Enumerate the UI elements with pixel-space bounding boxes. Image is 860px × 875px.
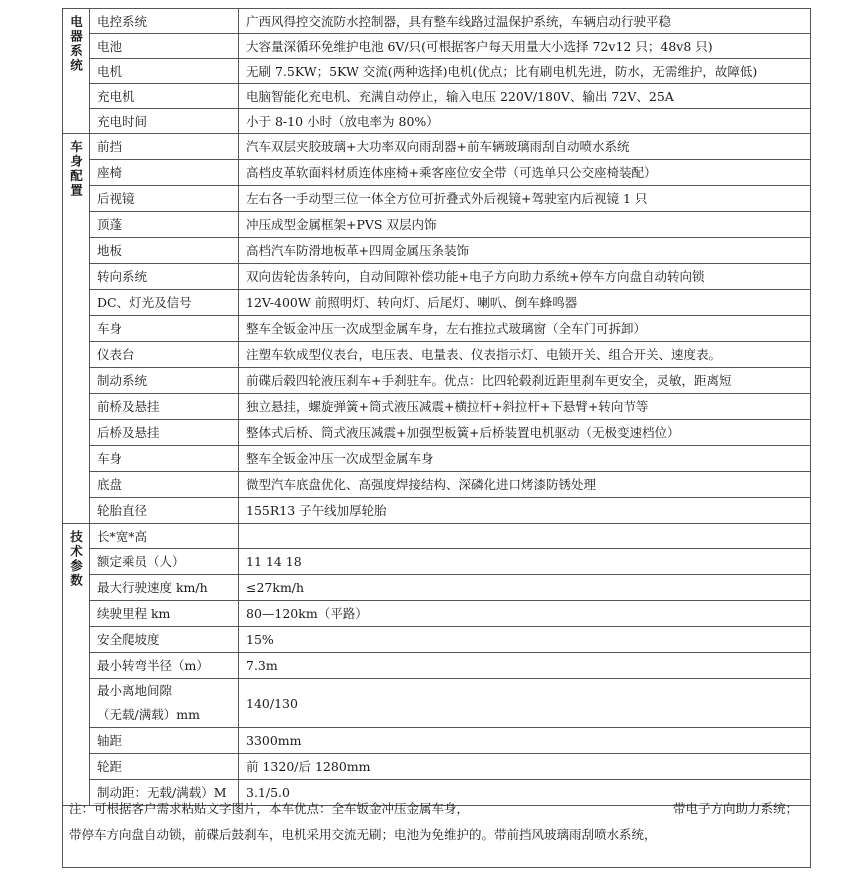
table-row [63, 238, 811, 264]
table-row [63, 109, 811, 134]
table-row [63, 754, 811, 780]
spec-value: 小于 8-10 小时（放电率为 80%） [239, 109, 811, 134]
spec-label: 最大行驶速度 km/h [90, 575, 239, 601]
spec-label: 制动系统 [90, 368, 239, 394]
spec-value: 7.3m [239, 653, 811, 679]
table-row [63, 34, 811, 59]
table-row [63, 472, 811, 498]
spec-value: 前 1320/后 1280mm [239, 754, 811, 780]
note-line: 带停车方向盘自动锁，前碟后鼓刹车，电机采用交流无刷；电池为免维护的。带前挡风玻璃雨刮喷水系统， [69, 827, 657, 842]
spec-label: 额定乘员（人） [90, 549, 239, 575]
table-row [63, 549, 811, 575]
spec-label: 仪表台 [90, 342, 239, 368]
note-line [69, 796, 804, 822]
table-row [63, 728, 811, 754]
spec-value: 140/130 [239, 679, 811, 728]
spec-label: 电控系统 [90, 9, 239, 34]
table-row [63, 498, 811, 524]
table-row [63, 627, 811, 653]
spec-value [239, 524, 811, 549]
table-row [63, 601, 811, 627]
spec-value: 左右各一手动型三位一体全方位可折叠式外后视镜+驾驶室内后视镜 1 只 [239, 186, 811, 212]
table-row [63, 290, 811, 316]
spec-table [62, 8, 811, 806]
note-text: 带电子方向助力系统； [672, 801, 798, 816]
spec-value: 独立悬挂，螺旋弹簧+筒式液压减震+横拉杆+斜拉杆+下悬臂+转向节等 [239, 394, 811, 420]
spec-label: 前挡 [90, 134, 239, 160]
spec-label: 电池 [90, 34, 239, 59]
spec-value: 双向齿轮齿条转向，自动间隙补偿功能+电子方向助力系统+停车方向盘自动转向锁 [239, 264, 811, 290]
table-row [63, 394, 811, 420]
spec-value: 11 14 18 [239, 549, 811, 575]
spec-label: 长*宽*高 [90, 524, 239, 549]
spec-label-multiline [90, 679, 239, 728]
spec-value: 整车全钣金冲压一次成型金属车身，左右推拉式玻璃窗（全车门可拆卸） [239, 316, 811, 342]
section-title-text: 车身配置 [68, 140, 84, 198]
spec-label: 最小转弯半径（m） [90, 653, 239, 679]
spec-value: 3.1/5.0 [239, 780, 811, 806]
spec-value: 高档皮革软面料材质连体座椅+乘客座位安全带（可选单只公交座椅装配） [239, 160, 811, 186]
table-row [63, 524, 811, 549]
spec-value: 汽车双层夹胶玻璃+大功率双向雨刮器+前车辆玻璃雨刮自动喷水系统 [239, 134, 811, 160]
spec-label: 轮距 [90, 754, 239, 780]
spec-label: 电机 [90, 59, 239, 84]
spec-label: 充电机 [90, 84, 239, 109]
section-title-body [63, 134, 90, 524]
spec-label: 充电时间 [90, 109, 239, 134]
table-row [63, 679, 811, 728]
table-row [63, 212, 811, 238]
spec-value: ≤27km/h [239, 575, 811, 601]
spec-value: 广西风得控交流防水控制器，具有整车线路过温保护系统，车辆启动行驶平稳 [239, 9, 811, 34]
spec-label: 安全爬坡度 [90, 627, 239, 653]
spec-label: 车身 [90, 316, 239, 342]
spec-label: 后桥及悬挂 [90, 420, 239, 446]
spec-label: DC、灯光及信号 [90, 290, 239, 316]
spec-label: 转向系统 [90, 264, 239, 290]
spec-label: 轮胎直径 [90, 498, 239, 524]
table-row [63, 342, 811, 368]
spec-value: 高档汽车防滑地板革+四周金属压条装饰 [239, 238, 811, 264]
note-text: 注：可根据客户需求粘贴文字图片，本车优点：全车钣金冲压金属车身， [69, 801, 470, 816]
spec-label: 续驶里程 km [90, 601, 239, 627]
spec-label: 轴距 [90, 728, 239, 754]
section-title-electrical [63, 9, 90, 134]
table-row [63, 575, 811, 601]
table-row [63, 316, 811, 342]
spec-value: 整车全钣金冲压一次成型金属车身 [239, 446, 811, 472]
spec-value: 大容量深循环免维护电池 6V/只(可根据客户每天用量大小选择 72v12 只；48v8 只) [239, 34, 811, 59]
spec-value: 注塑车软成型仪表台，电压表、电量表、仪表指示灯、电锁开关、组合开关、速度表。 [239, 342, 811, 368]
table-row [63, 264, 811, 290]
section-title-text: 电器系统 [68, 15, 84, 73]
spec-label: 底盘 [90, 472, 239, 498]
spec-label: 制动距：无载/满载）M [90, 780, 239, 806]
spec-value: 80—120km（平路） [239, 601, 811, 627]
spec-label: 前桥及悬挂 [90, 394, 239, 420]
section-title-tech [63, 524, 90, 806]
spec-label: 地板 [90, 238, 239, 264]
spec-value: 12V-400W 前照明灯、转向灯、后尾灯、喇叭、倒车蜂鸣器 [239, 290, 811, 316]
spec-label: 车身 [90, 446, 239, 472]
spec-value: 无刷 7.5KW；5KW 交流(两种选择)电机(优点；比有刷电机先进，防水，无需维护，故障低) [239, 59, 811, 84]
spec-label: 顶蓬 [90, 212, 239, 238]
section-title-text: 技术参数 [68, 530, 84, 588]
spec-value: 微型汽车底盘优化、高强度焊接结构、深磷化进口烤漆防锈处理 [239, 472, 811, 498]
spec-value: 整体式后桥、筒式液压减震+加强型板簧+后桥装置电机驱动（无极变速档位） [239, 420, 811, 446]
spec-label: 座椅 [90, 160, 239, 186]
spec-value: 3300mm [239, 728, 811, 754]
spec-value: 155R13 子午线加厚轮胎 [239, 498, 811, 524]
table-row [63, 420, 811, 446]
spec-label: 后视镜 [90, 186, 239, 212]
table-row [63, 653, 811, 679]
spec-value: 冲压成型金属框架+PVS 双层内饰 [239, 212, 811, 238]
spec-value: 电脑智能化充电机、充满自动停止，输入电压 220V/180V、输出 72V、25A [239, 84, 811, 109]
spec-label-line: （无载/满载）mm [97, 707, 200, 722]
spec-label-line: 最小离地间隙 [97, 683, 173, 698]
table-row [63, 160, 811, 186]
spec-value: 前碟后毂四轮液压刹车+手刹驻车。优点：比四轮毂刹近距里刹车更安全，灵敏，距离短 [239, 368, 811, 394]
table-row [63, 446, 811, 472]
table-row [63, 59, 811, 84]
spec-value: 15% [239, 627, 811, 653]
table-row [63, 9, 811, 34]
table-row [63, 134, 811, 160]
note-box [62, 792, 811, 868]
table-row [63, 368, 811, 394]
table-row [63, 84, 811, 109]
table-row [63, 186, 811, 212]
